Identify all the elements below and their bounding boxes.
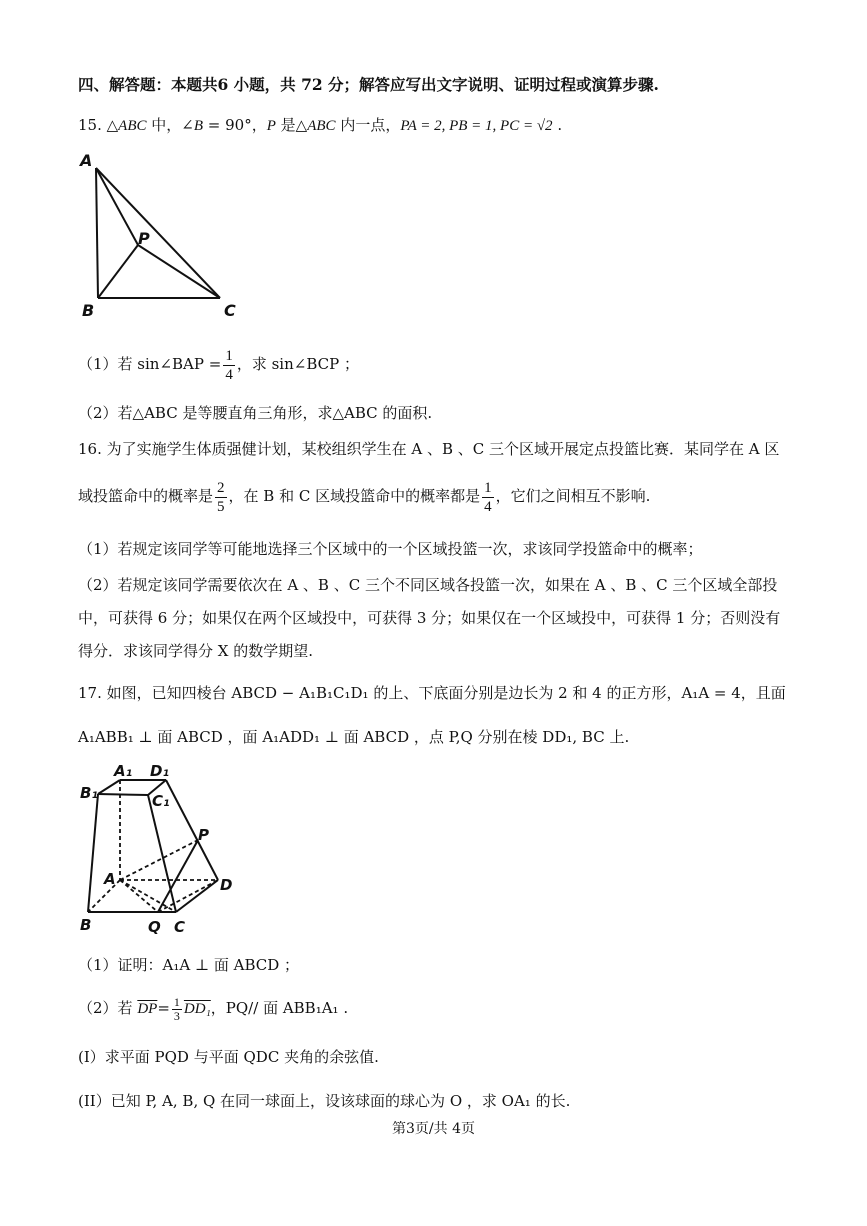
q15-stem: 15. △ABC 中，∠B = 90°，P 是△ABC 内一点，PA = 2, PB = 1, PC = √2 . bbox=[78, 116, 563, 134]
q17-label-A: A bbox=[104, 870, 116, 888]
q16-part2-line2: 中，可获得 6 分；如果仅在两个区域投中，可获得 3 分；如果仅在一个区域投中，可获得 1 分；否则没有 bbox=[78, 609, 781, 627]
q17-label-P: P bbox=[198, 826, 209, 844]
q15-part2: （2）若△ABC 是等腰直角三角形，求△ABC 的面积. bbox=[78, 404, 433, 422]
q16-line1: 16. 为了实施学生体质强健计划，某校组织学生在 A 、B 、C 三个区域开展定点投篮比赛．某同学在 A 区 bbox=[78, 440, 780, 458]
q16-line2: 域投篮命中的概率是 $\frac{2}{5}$ ，在 B 和 C 区域投篮命中的概率都是 $\frac{1}{4}$ ，它们之间相互不影响. bbox=[78, 479, 651, 515]
q17-line2: A₁ABB₁ ⊥ 面 ABCD ，面 A₁ADD₁ ⊥ 面 ABCD ，点 P,Q 分别在棱 DD₁, BC 上. bbox=[78, 728, 630, 746]
q17-line1: 17. 如图，已知四棱台 ABCD − A₁B₁C₁D₁ 的上、下底面分别是边长为 2 和 4 的正方形，A₁A = 4，且面 bbox=[78, 684, 786, 702]
q15-part1: （1）若 sin∠BAP = $\frac{1}{4}$ ，求 sin∠BCP ； bbox=[78, 347, 359, 383]
q17-part-I: (I）求平面 PQD 与平面 QDC 夹角的余弦值. bbox=[78, 1048, 379, 1066]
q17-part1: （1）证明：A₁A ⊥ 面 ABCD ； bbox=[78, 956, 300, 974]
q17-label-B: B bbox=[80, 916, 92, 934]
section-title: 四、解答题：本题共6 小题，共 72 分；解答应写出文字说明、证明过程或演算步骤. bbox=[78, 75, 659, 94]
q16-part1: （1）若规定该同学等可能地选择三个区域中的一个区域投篮一次，求该同学投篮命中的概率； bbox=[78, 540, 703, 558]
q17-label-C: C bbox=[174, 918, 186, 936]
q17-label-C1: C₁ bbox=[152, 792, 170, 810]
q16-part2-line3: 得分．求该同学得分 X 的数学期望. bbox=[78, 642, 313, 660]
q17-label-Q: Q bbox=[148, 918, 161, 936]
q17-label-B1: B₁ bbox=[80, 784, 99, 802]
q17-part2: （2）若 $\overline{DP}=$ $\frac{1}{3}$ DD₁，PQ// 面 ABB₁A₁ . bbox=[78, 994, 349, 1023]
q17-frustum-figure bbox=[78, 762, 248, 938]
q15-label-A: A bbox=[80, 151, 93, 170]
q15-triangle-figure bbox=[78, 150, 248, 325]
q16-part2-line1: （2）若规定该同学需要依次在 A 、B 、C 三个不同区域各投篮一次，如果在 A 、B 、C 三个区域全部投 bbox=[78, 576, 778, 594]
q17-label-D1: D₁ bbox=[150, 762, 170, 780]
page-footer: 第3页/共 4页 bbox=[392, 1121, 475, 1137]
q15-label-P: P bbox=[138, 229, 150, 248]
q17-part-II: (II）已知 P, A, B, Q 在同一球面上，设该球面的球心为 O ，求 OA₁ 的长. bbox=[78, 1092, 571, 1110]
q17-label-D: D bbox=[220, 876, 233, 894]
q17-label-A1: A₁ bbox=[114, 762, 133, 780]
q15-label-C: C bbox=[224, 301, 236, 320]
q15-label-B: B bbox=[82, 301, 95, 320]
